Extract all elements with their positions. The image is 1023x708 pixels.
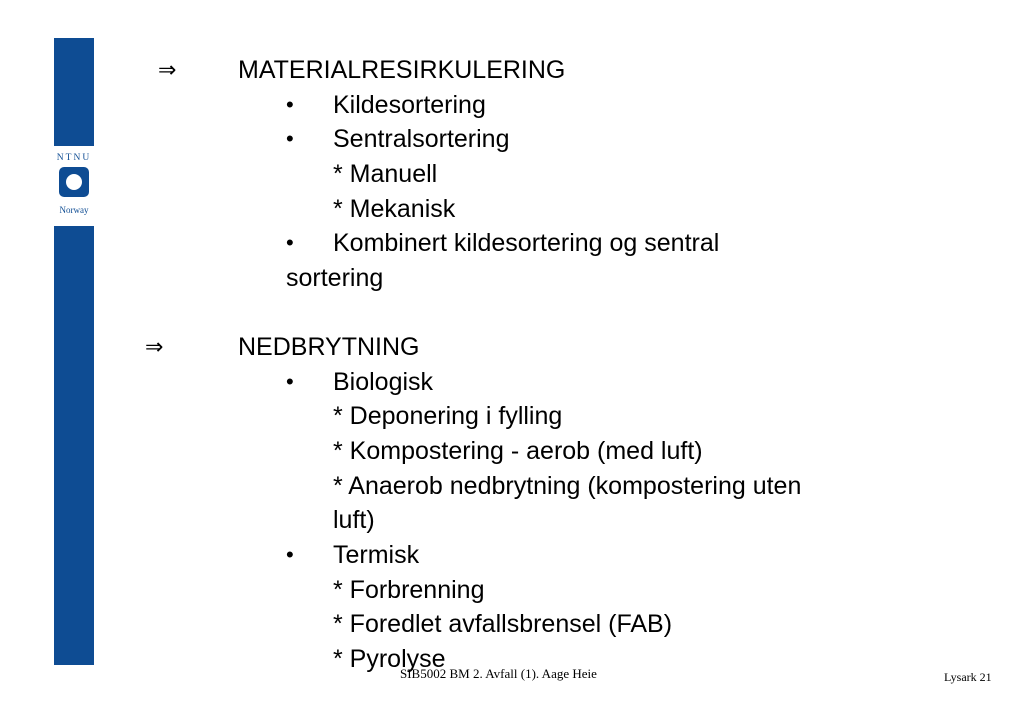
footer-slide-number: Lysark 21 [944,670,992,684]
arrow-icon: ⇒ [158,58,177,83]
sub-item: * Mekanisk [333,195,456,223]
list-item: Sentralsortering [333,125,510,153]
logo-mark-icon [59,167,89,197]
sub-item: * Foredlet avfallsbrensel (FAB) [333,610,673,638]
footer-course-info: SIB5002 BM 2. Avfall (1). Aage Heie [400,666,597,681]
section-heading: MATERIALRESIRKULERING [238,56,566,84]
logo-bottom-text: Norway [59,205,89,215]
list-item-continuation: sortering [286,264,384,292]
sidebar-stripe [54,38,94,665]
sub-item: * Forbrenning [333,576,485,604]
section-heading: NEDBRYTNING [238,333,420,361]
list-item: Termisk [333,541,420,569]
sub-item: luft) [333,506,375,534]
bullet-icon: • [286,542,294,567]
ntnu-logo [54,146,94,226]
bullet-icon: • [286,369,294,394]
bullet-icon: • [286,126,294,151]
sub-item: * Kompostering - aerob (med luft) [333,437,703,465]
arrow-icon: ⇒ [145,335,164,360]
sub-item: * Pyrolyse [333,645,446,673]
list-item: Kombinert kildesortering og sentral [333,229,720,257]
bullet-icon: • [286,230,294,255]
sub-item: * Deponering i fylling [333,402,563,430]
sub-item: * Manuell [333,160,438,188]
list-item: Biologisk [333,368,434,396]
bullet-icon: • [286,92,294,117]
list-item: Kildesortering [333,91,486,119]
sub-item: * Anaerob nedbrytning (kompostering uten [333,472,802,500]
logo-top-text: NTNU [56,153,92,163]
